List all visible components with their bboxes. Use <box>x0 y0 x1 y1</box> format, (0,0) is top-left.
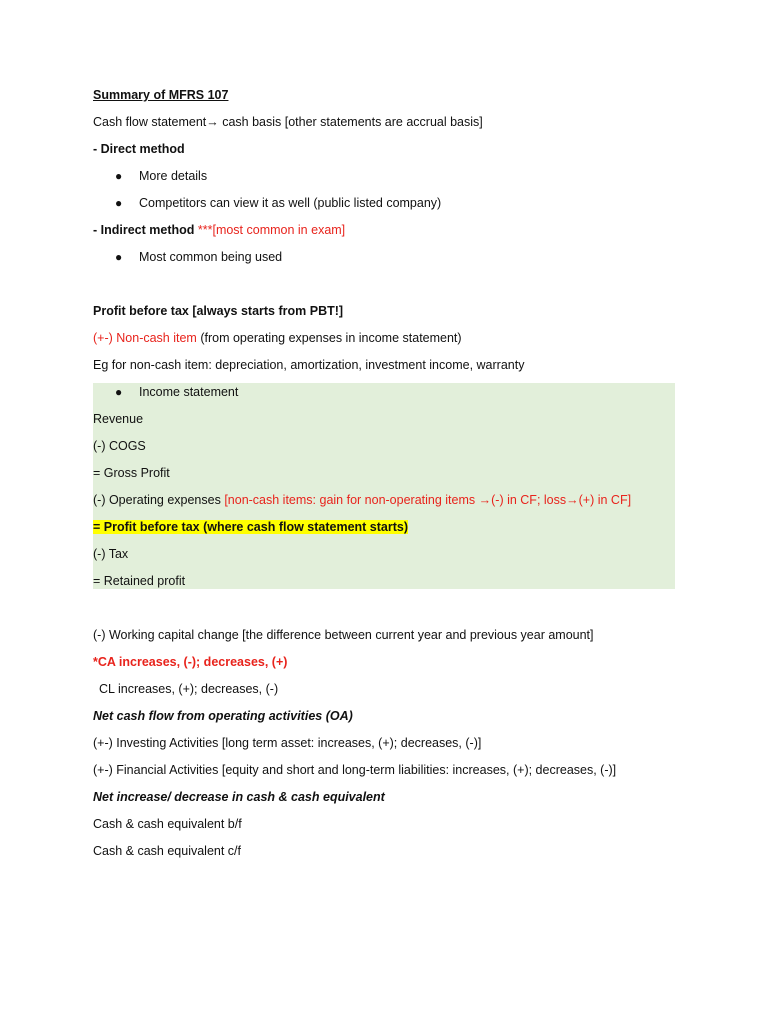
cash-bf-line: Cash & cash equivalent b/f <box>93 817 242 831</box>
pbt-line <box>93 519 408 536</box>
exam-note: ***[most common in exam] <box>194 223 346 237</box>
cash-basis-line: Cash flow statement→ cash basis [other statements are accrual basis] <box>93 115 483 129</box>
opex-note: [non-cash items: gain for non-operating items →(-) in CF; loss→(+) in CF] <box>220 493 632 507</box>
financial-line: (+-) Financial Activities [equity and short and long-term liabilities: increases, (+); decreases, (-)] <box>93 763 617 777</box>
noncash-label: (+-) Non-cash item <box>93 331 197 345</box>
opex-label: (-) Operating expenses <box>93 493 221 507</box>
pbt-heading: Profit before tax [always starts from PBT!] <box>93 304 344 318</box>
ca-rule-line: *CA increases, (-); decreases, (+) <box>93 655 288 669</box>
pbt-highlight: = Profit before tax (where cash flow statement starts) <box>93 520 409 534</box>
net-oa-line: Net cash flow from operating activities (OA) <box>93 709 353 723</box>
cash-cf-line: Cash & cash equivalent c/f <box>93 844 241 858</box>
list-item <box>115 195 442 212</box>
opex-line <box>93 492 631 509</box>
list-item-text: Competitors can view it as well (public listed company) <box>139 196 442 210</box>
direct-method-heading: - Direct method <box>93 142 185 156</box>
income-statement-box <box>93 383 675 589</box>
bullet-icon: ● <box>115 385 123 399</box>
bullet-icon: ● <box>115 250 123 264</box>
list-item-text: Most common being used <box>139 250 283 264</box>
bullet-icon: ● <box>115 196 123 210</box>
noncash-detail: (from operating expenses in income statement) <box>196 331 462 345</box>
gross-profit-line: = Gross Profit <box>93 466 170 480</box>
list-item <box>115 249 283 266</box>
net-change-line: Net increase/ decrease in cash & cash equivalent <box>93 790 385 804</box>
list-item-text: More details <box>139 169 208 183</box>
revenue-line: Revenue <box>93 412 144 426</box>
noncash-examples: Eg for non-cash item: depreciation, amortization, investment income, warranty <box>93 358 525 372</box>
tax-line: (-) Tax <box>93 547 129 561</box>
noncash-line <box>93 330 462 347</box>
list-item <box>115 384 239 401</box>
cogs-line: (-) COGS <box>93 439 146 453</box>
indirect-method-line <box>93 222 345 239</box>
retained-profit-line: = Retained profit <box>93 574 186 588</box>
investing-line: (+-) Investing Activities [long term asset: increases, (+); decreases, (-)] <box>93 736 482 750</box>
bullet-icon: ● <box>115 169 123 183</box>
indirect-method-heading: - Indirect method <box>93 223 195 237</box>
document-title: Summary of MFRS 107 <box>93 88 229 102</box>
cl-rule-line: CL increases, (+); decreases, (-) <box>99 682 279 696</box>
list-item <box>115 168 208 185</box>
income-statement-heading: Income statement <box>139 385 239 399</box>
working-capital-line: (-) Working capital change [the difference between current year and previous year amount] <box>93 628 594 642</box>
